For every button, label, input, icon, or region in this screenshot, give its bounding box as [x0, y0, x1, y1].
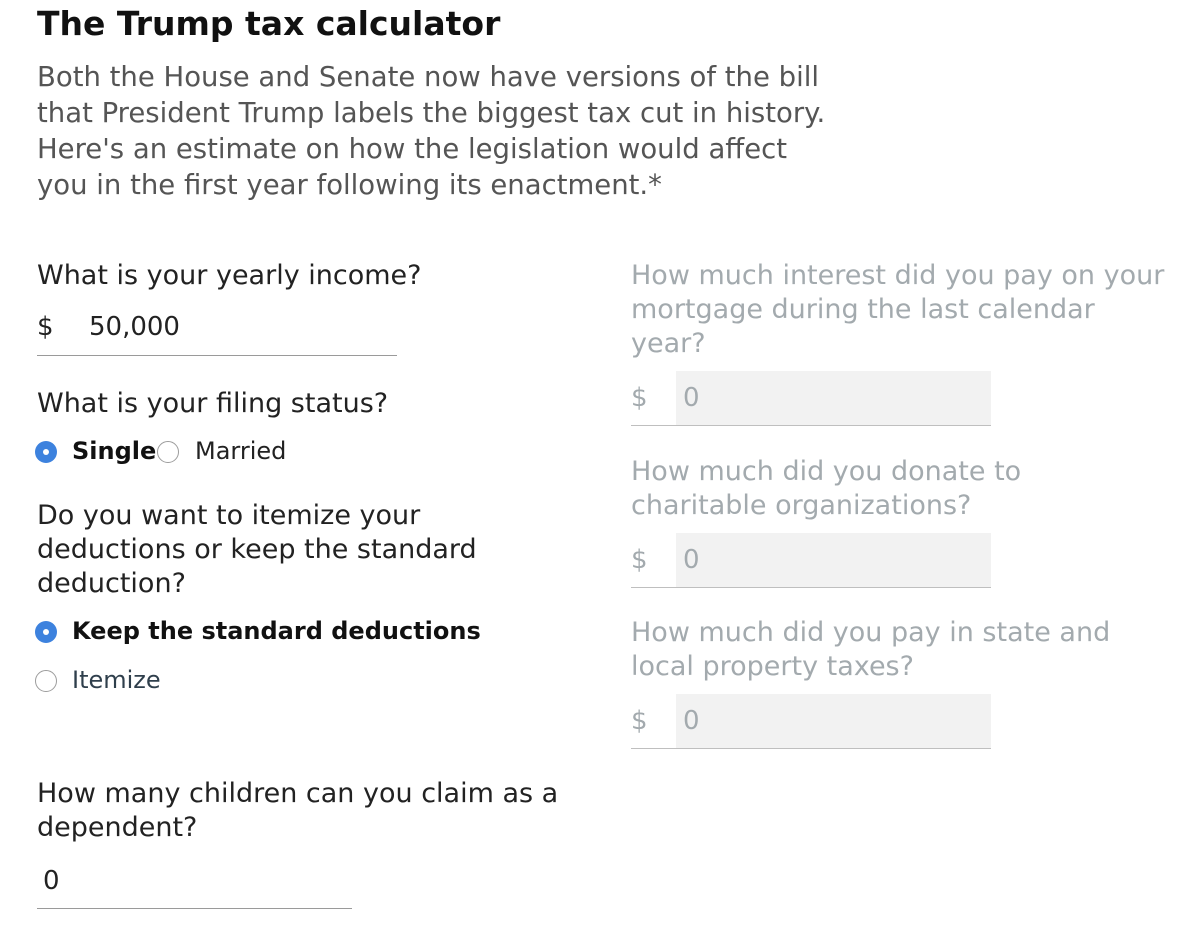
- question-line: deduction?: [37, 568, 186, 599]
- income-value: 50,000: [89, 312, 180, 342]
- question-line: How many children can you claim as a: [37, 778, 559, 809]
- intro-text: [37, 59, 937, 203]
- charity-field[interactable]: [631, 533, 991, 589]
- property-input-box: [676, 694, 991, 748]
- income-field[interactable]: [37, 308, 397, 358]
- charity-input-box: [676, 533, 991, 587]
- radio-unselected-icon: [35, 670, 57, 692]
- children-field[interactable]: [37, 860, 352, 910]
- question-line: Do you want to itemize your: [37, 500, 421, 531]
- children-underline: [37, 908, 352, 909]
- property-field[interactable]: [631, 694, 991, 750]
- radio-unselected-icon: [157, 441, 179, 463]
- currency-symbol: $: [37, 312, 54, 342]
- deduction-option-itemize[interactable]: [35, 666, 195, 696]
- deductions-question: [37, 499, 477, 601]
- filing-option-label: Married: [195, 437, 287, 465]
- property-question: [631, 616, 1110, 684]
- charity-value: 0: [683, 545, 700, 575]
- mortgage-question: [631, 259, 1164, 361]
- intro-line: Here's an estimate on how the legislation would affect: [37, 133, 788, 165]
- currency-symbol: $: [631, 383, 648, 413]
- question-line: How much did you donate to: [631, 456, 1022, 487]
- mortgage-input-box: [676, 371, 991, 425]
- filing-question: What is your filing status?: [37, 388, 389, 419]
- income-underline: [37, 355, 397, 356]
- deduction-option-label: Keep the standard deductions: [72, 617, 481, 645]
- currency-symbol: $: [631, 545, 648, 575]
- question-line: How much did you pay in state and: [631, 617, 1111, 648]
- charity-question: [631, 455, 1021, 523]
- deduction-option-standard[interactable]: [35, 617, 481, 647]
- question-line: How much interest did you pay on your: [631, 260, 1165, 291]
- children-value: 0: [43, 866, 60, 896]
- question-line: dependent?: [37, 812, 198, 843]
- question-line: deductions or keep the standard: [37, 534, 477, 565]
- question-line: charitable organizations?: [631, 490, 972, 521]
- question-line: year?: [631, 328, 706, 359]
- property-value: 0: [683, 706, 700, 736]
- filing-option-married[interactable]: [157, 437, 297, 467]
- page-title: The Trump tax calculator: [37, 4, 501, 43]
- property-underline: [631, 748, 991, 749]
- currency-symbol: $: [631, 706, 648, 736]
- charity-underline: [631, 587, 991, 588]
- intro-line: you in the first year following its enactment.*: [37, 169, 662, 201]
- mortgage-underline: [631, 425, 991, 426]
- intro-line: that President Trump labels the biggest tax cut in history.: [37, 97, 826, 129]
- children-question: [37, 777, 558, 845]
- mortgage-value: 0: [683, 383, 700, 413]
- income-question: What is your yearly income?: [37, 260, 422, 291]
- radio-selected-icon: [35, 441, 57, 463]
- filing-option-single[interactable]: [35, 437, 155, 467]
- filing-option-label: Single: [72, 437, 157, 465]
- question-line: local property taxes?: [631, 651, 914, 682]
- intro-line: Both the House and Senate now have versions of the bill: [37, 61, 820, 93]
- question-line: mortgage during the last calendar: [631, 294, 1095, 325]
- mortgage-field[interactable]: [631, 371, 991, 427]
- deduction-option-label: Itemize: [72, 666, 161, 694]
- radio-selected-icon: [35, 621, 57, 643]
